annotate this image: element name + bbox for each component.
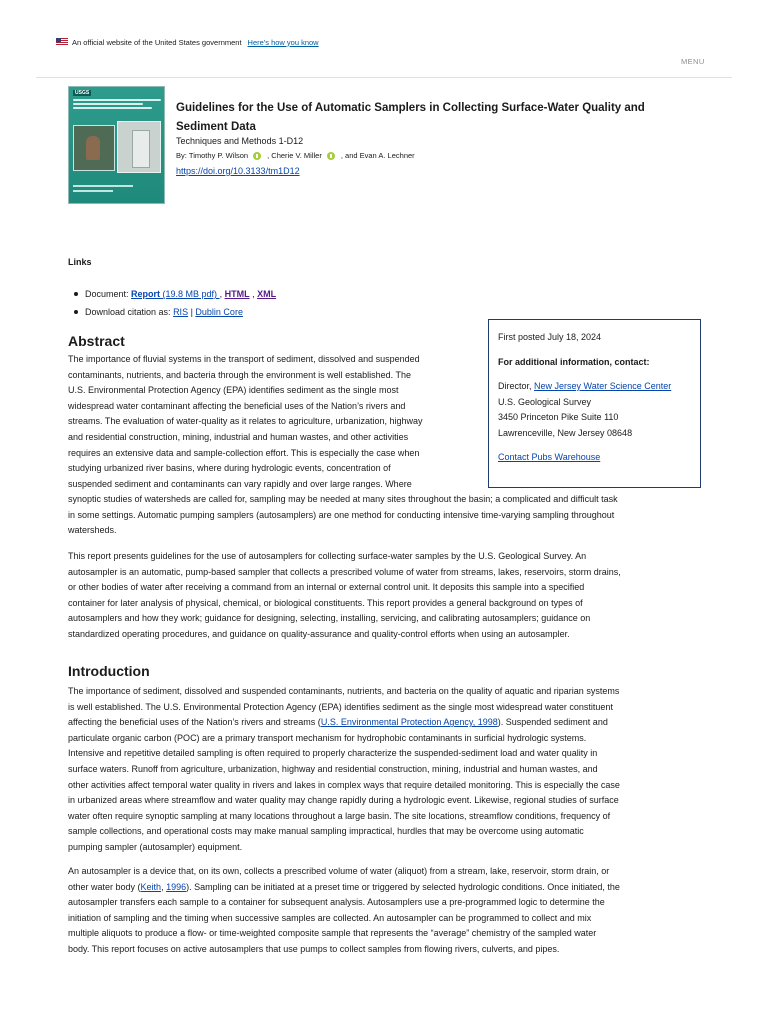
introduction-paragraph-1 [68,684,704,856]
us-flag-icon [56,38,68,46]
links-list [74,285,276,321]
contact-city: Lawrenceville, New Jersey 08648 [498,427,633,438]
citation-label: Download citation as: [85,307,174,317]
text-line: studying urbanized river basins, where during hydrologic events, concentration of [68,463,391,474]
links-heading: Links [68,257,92,267]
publication-title: Guidelines for the Use of Automatic Samplers in Collecting Surface-Water Quality and Sediment Data [176,102,645,133]
contact-pubs-warehouse-link[interactable]: Contact Pubs Warehouse [498,452,601,462]
orcid-icon[interactable] [253,152,261,160]
text-line: water often require synoptic sampling at many locations throughout a large basin. The site locations, streamflow conditions, frequency of [68,810,611,821]
contact-heading: For additional information, contact: [498,356,650,367]
publication-series: Techniques and Methods 1-D12 [176,136,304,146]
text-line: other water body (Keith, 1996). Sampling can be initiated at a preset time or triggered by selected hydrologic conditions. Once initiated, the [68,881,620,892]
text-line: and residential construction, mining, industrial and human wastes, and other activities [68,431,409,442]
text-line: U.S. Environmental Protection Agency (EPA) identifies sediment as the single most [68,385,399,396]
text-line: standardized operating procedures, and guidance on quality-assurance and quality-control efforts when using an autosampler. [68,628,570,639]
separator: , [219,289,225,299]
text-line: autosampler is an automatic, pump-based sampler that collects a prescribed volume of water from streams, lakes, reservoirs, storm drains, [68,566,621,577]
gov-banner [56,36,319,48]
contact-street: 3450 Princeton Pike Suite 110 [498,412,619,422]
text-line: pumping sampler (autosampler) equipment. [68,841,243,852]
author-name: , and Evan A. Lechner [340,151,415,160]
text-line: particulate organic carbon (POC) are a primary transport mechanism for hydrophobic contaminants in surficial hydrologic systems. [68,732,587,743]
text-line: The importance of fluvial systems in the transport of sediment, dissolved and suspended [68,354,420,364]
text-line: is well established. The U.S. Environmental Protection Agency (EPA) identifies sediment as the single most widespread water constituent [68,701,613,712]
epa-1998-citation-link[interactable]: U.S. Environmental Protection Agency, 1998 [320,717,498,728]
text-line: This report presents guidelines for the use of autosamplers for collecting surface-water samples by the U.S. Geological Survey. An [68,551,587,561]
cover-photo-field-work [73,125,115,171]
text-line: sample collections, and operational costs may make manual sampling impractical, hurdles that may be overcome using automatic [68,826,584,837]
cover-agency-line [73,190,113,192]
keith-1996-citation-link[interactable]: 1996 [166,881,187,892]
report-size-link[interactable]: (19.8 MB pdf) [160,289,220,299]
text-line: surface waters. Runoff from agriculture, urbanization, highway and residential construction, mining, industrial and human wastes, and [68,763,598,774]
text-line: other activities affect temporal water quality in rivers and lakes in complex ways that require detailed monitoring. This is especially the case [68,779,620,790]
by-label: By: [176,151,189,160]
text-line: widespread water contaminant affecting the beneficial uses of the Nation’s rivers and [68,400,406,411]
text-line: An autosampler is a device that, on its own, collects a prescribed volume of water (aliquot) from a stream, lake, reservoir, storm drain, or [68,866,610,876]
text-line: or other bodies of water after receiving a command from an internal or external control unit. It deposits this sample into a specified [68,582,585,593]
heres-how-you-know-link[interactable]: Here's how you know [247,37,319,47]
text-line: multiple aliquots to produce a flow- or time-weighted composite sample that represents the “average” chemistry of the sampled water [68,928,597,939]
text-line: suspended sediment and contaminants can vary rapidly and over large ranges. Where [68,478,412,489]
citation-links-item [74,303,276,321]
first-posted: First posted July 18, 2024 [498,332,602,342]
author-list [176,151,415,160]
abstract-paragraph-1-narrow [68,352,480,492]
abstract-paragraph-1-wide [68,492,704,539]
cover-series-line [73,185,133,187]
contact-org: U.S. Geological Survey [498,396,592,407]
abstract-heading: Abstract [68,333,125,349]
abstract-paragraph-2 [68,549,704,643]
document-links-item [74,285,276,303]
text-line: affecting the beneficial uses of the Nation’s rivers and streams (U.S. Environmental Protection Agency, 1998). Suspended sediment and [68,717,608,728]
author-name: , Cherie V. Miller [267,151,322,160]
text-line: Intensive and repetitive detailed sampling is often required to properly characterize the suspended-sediment load and water quality in [68,748,598,759]
director-label: Director, [498,381,535,391]
cover-title-lines [73,99,161,119]
text-line: in some settings. Automatic pumping samplers (autosamplers) are one method for conducting intensive time-varying sampling throughout [68,509,615,520]
text-line: requires an extensive data and sample-collection effort. This is especially the case when [68,447,420,458]
html-link[interactable]: HTML [224,289,250,299]
author-name: Timothy P. Wilson [188,151,249,160]
header-divider [36,77,732,78]
introduction-heading: Introduction [68,663,150,679]
usgs-logo: USGS [75,90,90,96]
text-line: in urbanized areas where streamflow and water quality may change rapidly during a hydrologic event. Likewise, regional studies of surface [68,795,619,806]
text-line: contaminants, nutrients, and bacteria through the environment is well established. The [68,369,412,380]
dublin-core-link[interactable]: Dublin Core [195,307,243,317]
text-line: initiation of sampling and the timing when successive samples are collected. An autosampler can be programmed to collect and mix [68,912,592,923]
text-line: autosamplers and how they work; guidance for designing, selecting, installing, servicing, and calibrating autosamplers; guidance on [68,613,591,624]
introduction-paragraph-2 [68,864,704,958]
doi-link[interactable]: https://doi.org/10.3133/tm1D12 [176,166,300,176]
menu-button[interactable]: MENU [681,57,705,66]
text-line: synoptic studies of watersheds are called for, sampling may be needed at many sites throughout the basin; a complicated and difficult task [68,494,618,504]
xml-link[interactable]: XML [257,289,277,299]
text-line: streams. The evaluation of water-quality as it relates to agriculture, urbanization, highway [68,416,423,427]
text-line: watersheds. [68,525,117,536]
keith-citation-link[interactable]: Keith [140,881,162,892]
document-label: Document: [85,289,132,299]
cover-photo-sampler-shelter [117,121,161,173]
director-line [498,379,691,395]
orcid-icon[interactable] [327,152,335,160]
text-line: body. This report focuses on active autosamplers that use pumps to collect samples from flowing rivers, culverts, and pipes. [68,943,560,954]
text-line: container for later analysis of physical, chemical, or biological constituents. This report provides a general background on types of [68,597,583,608]
separator: , [249,289,258,299]
report-cover-thumbnail[interactable] [68,86,165,204]
text-line: The importance of sediment, dissolved and suspended contaminants, nutrients, and bacteria on the quality of aquatic and riparian systems [68,686,620,696]
water-science-center-link[interactable]: New Jersey Water Science Center [534,381,672,391]
report-pdf-link[interactable]: Report [131,289,161,299]
ris-link[interactable]: RIS [173,307,189,317]
separator: | [188,307,196,317]
text-line: autosampler transfers each sample to a container for subsequent analysis. Autosamplers use a pre-programmed logic to determine the [68,897,605,908]
gov-banner-text: An official website of the United States government [72,37,242,47]
info-sidebar [488,319,701,488]
